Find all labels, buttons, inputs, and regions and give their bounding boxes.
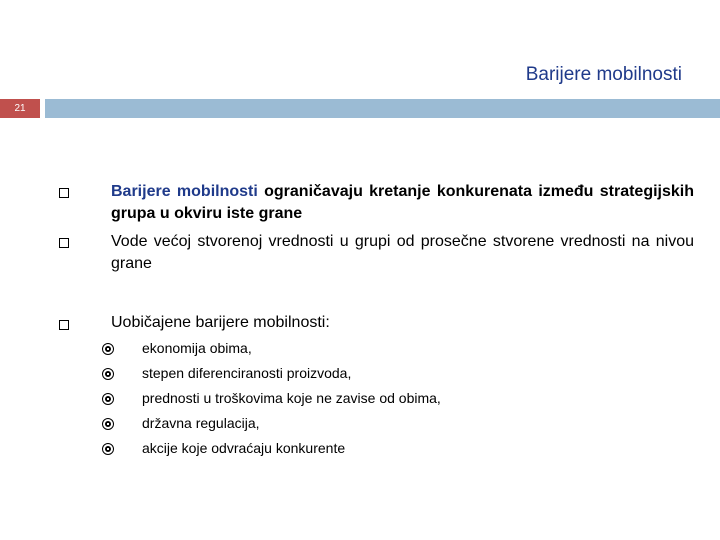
bullet-2-text: Vode većoj stvorenoj vrednosti u grupi od prosečne stvorene vrednosti na nivou grane xyxy=(111,233,694,272)
slide-number: 21 xyxy=(0,99,40,118)
bullet-1-highlight: Barijere mobilnosti xyxy=(111,183,258,200)
sub-bullet-1: ekonomija obima, xyxy=(142,340,252,356)
target-bullet-icon xyxy=(102,393,114,405)
bullet-1-text xyxy=(111,181,694,225)
slide-title: Barijere mobilnosti xyxy=(525,64,682,85)
square-bullet-icon xyxy=(59,238,69,248)
target-bullet-icon xyxy=(102,368,114,380)
sub-bullet-2: stepen diferenciranosti proizvoda, xyxy=(142,365,352,381)
header-bar xyxy=(45,99,720,118)
target-bullet-icon xyxy=(102,343,114,355)
bullet-3-text: Uobičajene barijere mobilnosti: xyxy=(111,314,330,331)
target-bullet-icon xyxy=(102,443,114,455)
target-bullet-icon xyxy=(102,418,114,430)
square-bullet-icon xyxy=(59,188,69,198)
sub-bullet-3: prednosti u troškovima koje ne zavise od obima, xyxy=(142,390,441,406)
sub-bullet-4: državna regulacija, xyxy=(142,415,260,431)
sub-bullet-5: akcije koje odvraćaju konkurente xyxy=(142,440,346,456)
bullet-1-rest: ograničavaju kretanje konkurenata između strategijskih grupa u okviru iste grane xyxy=(111,183,695,222)
square-bullet-icon xyxy=(59,320,69,330)
